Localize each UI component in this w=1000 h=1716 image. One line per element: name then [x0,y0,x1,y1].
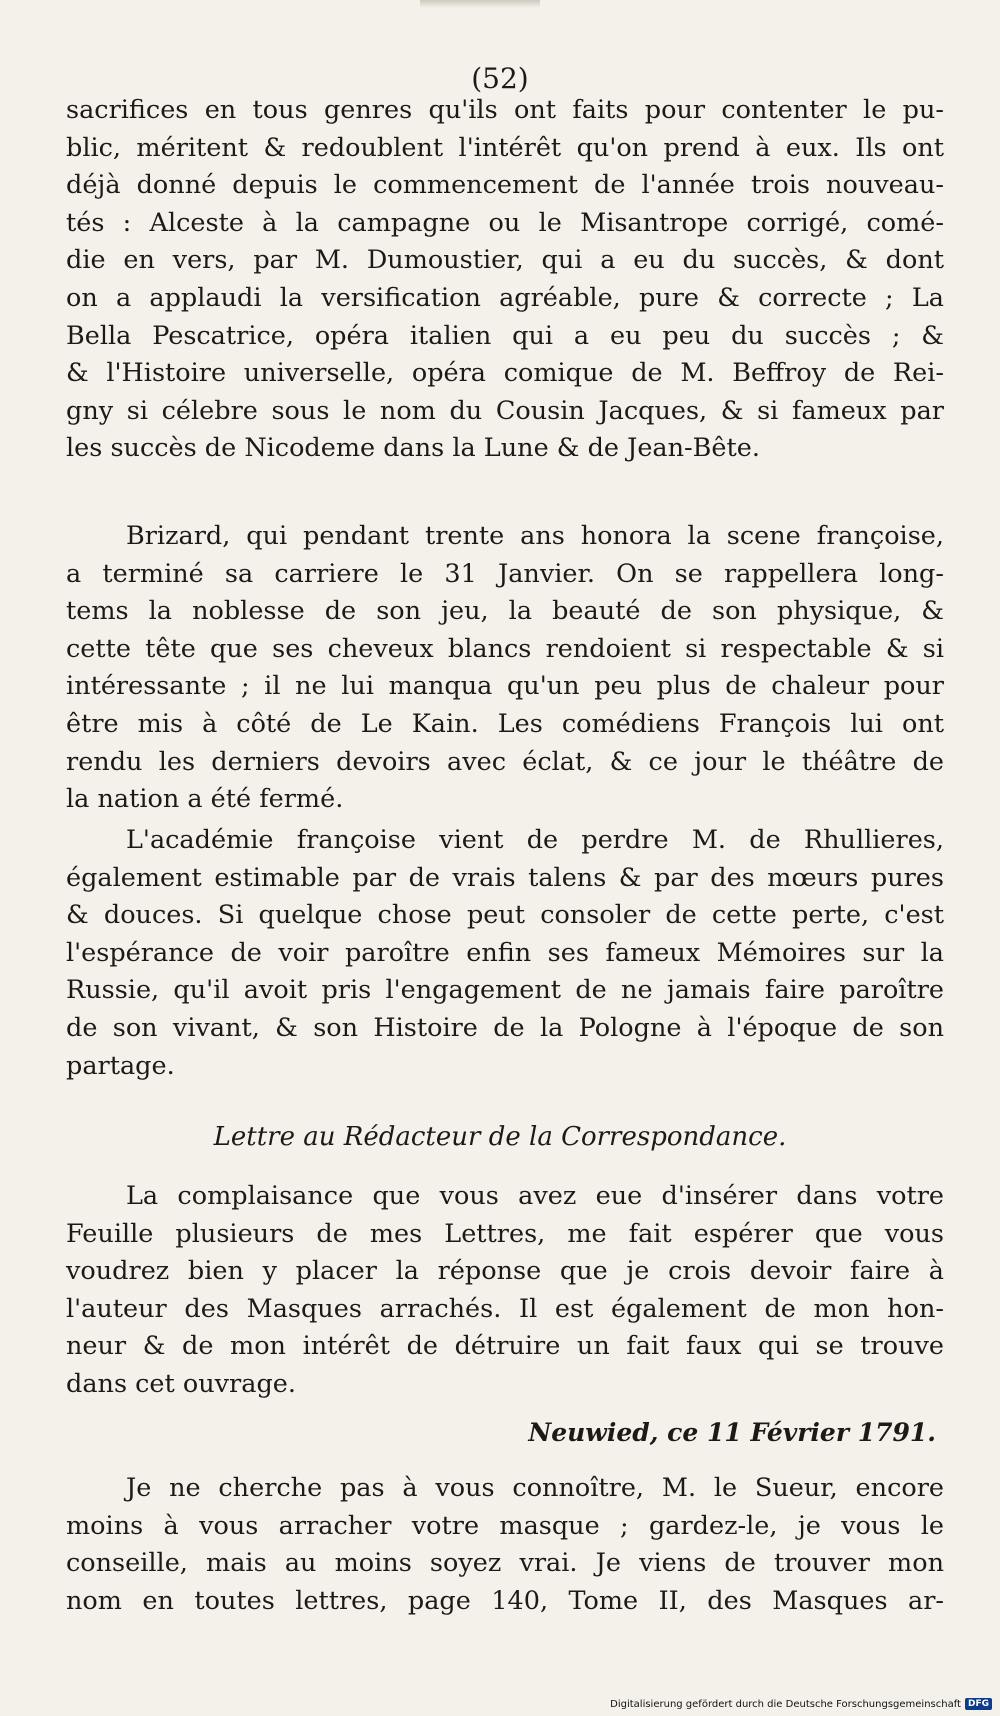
digitization-credit [610,1698,992,1710]
text-line: nom en toutes lettres, page 140, Tome II, des Masques ar- [66,1585,944,1616]
text-line: & l'Histoire universelle, opéra comique de M. Beffroy de Rei- [66,358,944,389]
text-line: & douces. Si quelque chose peut consoler de cette perte, c'est [66,900,944,931]
letter-heading: Lettre au Rédacteur de la Correspondance. [213,1122,787,1152]
text-line: tems la noblesse de son jeu, la beauté de son physique, & [66,596,944,627]
text-line: être mis à côté de Le Kain. Les comédiens François lui ont [66,708,944,739]
text-line: les succès de Nicodeme dans la Lune & de Jean-Bête. [66,433,760,464]
text-line: La complaisance que vous avez eue d'insérer dans votre [126,1181,944,1211]
text-line: tés : Alceste à la campagne ou le Misantrope corrigé, comé- [66,207,944,238]
text-line: a terminé sa carriere le 31 Janvier. On se rappellera long- [66,558,944,589]
scan-artifact [420,0,540,8]
text-line: de son vivant, & son Histoire de la Pologne à l'époque de son [66,1012,944,1043]
text-line: conseille, mais au moins soyez vrai. Je viens de trouver mon [66,1548,944,1579]
paragraph-brizard [66,518,944,819]
text-line: partage. [66,1050,175,1081]
text-line: cette tête que ses cheveux blancs rendoient si respectable & si [66,633,944,664]
paragraph-letter-body [66,1470,944,1620]
page-number: (52) [471,62,529,95]
text-line: Russie, qu'il avoit pris l'engagement de ne jamais faire paroître [66,975,944,1006]
credit-text: Digitalisierung gefördert durch die Deutsche Forschungsgemeinschaft [610,1698,961,1710]
text-line: rendu les derniers devoirs avec éclat, & ce jour le théâtre de [66,746,944,777]
text-line: l'espérance de voir paroître enfin ses fameux Mémoires sur la [66,937,944,968]
text-line: déjà donné depuis le commencement de l'année trois nouveau- [66,170,944,201]
text-line: neur & de mon intérêt de détruire un fait faux qui se trouve [66,1331,944,1362]
text-line: gny si célebre sous le nom du Cousin Jacques, & si fameux par [66,395,944,426]
text-line: l'auteur des Masques arrachés. Il est également de mon hon- [66,1293,944,1324]
text-line: Bella Pescatrice, opéra italien qui a eu peu du succès ; & [66,320,944,351]
letter-dateline: Neuwied, ce 11 Février 1791. [528,1418,936,1447]
text-line: L'académie françoise vient de perdre M. de Rhullieres, [126,825,944,855]
text-line: moins à vous arracher votre masque ; gardez-le, je vous le [66,1510,944,1541]
paragraph-theatre-news [66,92,944,468]
text-line: Feuille plusieurs de mes Lettres, me fait espérer que vous [66,1218,944,1249]
text-line: die en vers, par M. Dumoustier, qui a eu du succès, & dont [66,245,944,276]
text-line: voudrez bien y placer la réponse que je crois devoir faire à [66,1256,944,1287]
text-line: intéressante ; il ne lui manqua qu'un peu plus de chaleur pour [66,671,944,702]
text-line: sacrifices en tous genres qu'ils ont faits pour contenter le pu- [66,95,944,125]
text-line: on a applaudi la versification agréable, pure & correcte ; La [66,282,944,313]
text-line: blic, méritent & redoublent l'intérêt qu'on prend à eux. Ils ont [66,132,944,163]
text-line: dans cet ouvrage. [66,1368,296,1399]
paragraph-letter-intro [66,1178,944,1404]
dfg-logo: DFG [965,1698,992,1710]
text-line: Je ne cherche pas à vous connoître, M. le Sueur, encore [126,1473,944,1503]
text-line: la nation a été fermé. [66,784,344,815]
paragraph-rhullieres [66,822,944,1085]
text-line: Brizard, qui pendant trente ans honora la scene françoise, [126,521,944,551]
text-line: également estimable par de vrais talens & par des mœurs pures [66,862,944,893]
